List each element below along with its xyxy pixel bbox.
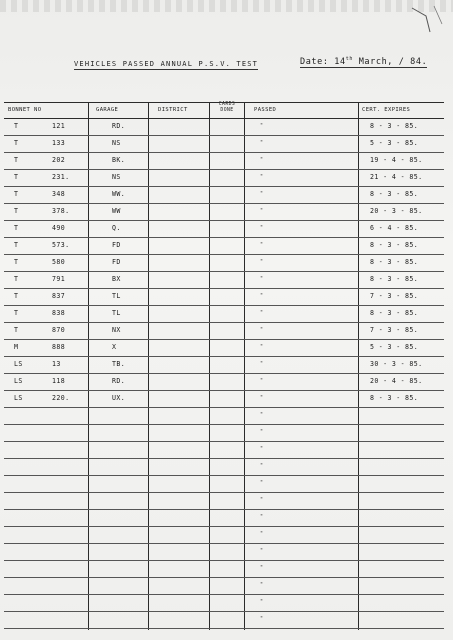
table-row-empty [4, 458, 444, 475]
table-row-empty [4, 577, 444, 594]
bonnet-number: 580 [52, 258, 66, 266]
row-divider [4, 628, 444, 629]
passed-mark: " [260, 310, 264, 316]
bonnet-number: 220. [52, 394, 70, 402]
column-header-cards: CARDS [218, 102, 236, 107]
passed-mark: " [260, 140, 264, 146]
cert-expiry-date: 20 - 3 - 85. [370, 207, 423, 215]
passed-mark: " [260, 293, 264, 299]
passed-mark: " [260, 208, 264, 214]
cert-expiry-date: 5 - 3 - 85. [370, 343, 419, 351]
bonnet-number: 870 [52, 326, 66, 334]
bonnet-number: 791 [52, 275, 66, 283]
cert-expiry-date: 7 - 3 - 85. [370, 326, 419, 334]
table-row-empty [4, 560, 444, 577]
table-row-empty [4, 594, 444, 611]
garage-code: RD. [112, 377, 126, 385]
passed-mark: " [260, 395, 264, 401]
table-row-empty [4, 526, 444, 543]
cert-expiry-date: 8 - 3 - 85. [370, 309, 419, 317]
garage-code: UX. [112, 394, 126, 402]
passed-mark: " [260, 548, 264, 554]
cert-expiry-date: 6 - 4 - 85. [370, 224, 419, 232]
bonnet-prefix: T [14, 292, 19, 300]
garage-code: NX [112, 326, 121, 334]
column-header-garage: GARAGE [96, 107, 119, 113]
passed-mark: " [260, 480, 264, 486]
passed-mark: " [260, 514, 264, 520]
garage-code: NS [112, 173, 121, 181]
bonnet-prefix: T [14, 241, 19, 249]
bonnet-number: 573. [52, 241, 70, 249]
passed-mark: " [260, 446, 264, 452]
bonnet-prefix: LS [14, 394, 23, 402]
bonnet-number: 490 [52, 224, 66, 232]
passed-mark: " [260, 429, 264, 435]
passed-mark: " [260, 497, 264, 503]
passed-mark: " [260, 361, 264, 367]
passed-mark: " [260, 616, 264, 622]
cert-expiry-date: 20 - 4 - 85. [370, 377, 423, 385]
passed-mark: " [260, 242, 264, 248]
table-row-empty [4, 407, 444, 424]
bonnet-prefix: LS [14, 360, 23, 368]
passed-mark: " [260, 344, 264, 350]
garage-code: FD [112, 258, 121, 266]
garage-code: WW [112, 207, 121, 215]
cert-expiry-date: 8 - 3 - 85. [370, 241, 419, 249]
column-header-district: DISTRICT [158, 107, 188, 113]
garage-code: WW. [112, 190, 126, 198]
bonnet-prefix: T [14, 173, 19, 181]
bonnet-number: 13 [52, 360, 61, 368]
bonnet-number: 231. [52, 173, 70, 181]
table-row-empty [4, 509, 444, 526]
table-row-empty [4, 424, 444, 441]
bonnet-number: 378. [52, 207, 70, 215]
garage-code: FD [112, 241, 121, 249]
passed-mark: " [260, 378, 264, 384]
row-divider [4, 102, 444, 103]
table-row-empty [4, 441, 444, 458]
bonnet-prefix: T [14, 224, 19, 232]
bonnet-prefix: T [14, 207, 19, 215]
garage-code: TB. [112, 360, 126, 368]
passed-mark: " [260, 412, 264, 418]
table-row-empty [4, 492, 444, 509]
bonnet-prefix: T [14, 139, 19, 147]
cert-expiry-date: 8 - 3 - 85. [370, 394, 419, 402]
document-title: VEHICLES PASSED ANNUAL P.S.V. TEST [74, 60, 259, 68]
bonnet-number: 121 [52, 122, 66, 130]
bonnet-prefix: T [14, 156, 19, 164]
bonnet-number: 118 [52, 377, 66, 385]
passed-mark: " [260, 123, 264, 129]
bonnet-number: 838 [52, 309, 66, 317]
garage-code: RD. [112, 122, 126, 130]
column-header-cards-done [212, 102, 242, 114]
garage-code: BK. [112, 156, 126, 164]
garage-code: TL [112, 292, 121, 300]
bonnet-number: 888 [52, 343, 66, 351]
garage-code: X [112, 343, 117, 351]
cert-expiry-date: 19 - 4 - 85. [370, 156, 423, 164]
cert-expiry-date: 30 - 3 - 85. [370, 360, 423, 368]
column-header-passed: PASSED [254, 107, 277, 113]
passed-mark: " [260, 565, 264, 571]
garage-code: BX [112, 275, 121, 283]
bonnet-prefix: T [14, 190, 19, 198]
bonnet-prefix: T [14, 309, 19, 317]
passed-mark: " [260, 531, 264, 537]
cert-expiry-date: 5 - 3 - 85. [370, 139, 419, 147]
column-header-cert-expires: CERT. EXPIRES [362, 107, 411, 113]
passed-mark: " [260, 225, 264, 231]
bonnet-prefix: T [14, 275, 19, 283]
bonnet-prefix: LS [14, 377, 23, 385]
passed-mark: " [260, 327, 264, 333]
passed-mark: " [260, 157, 264, 163]
garage-code: TL [112, 309, 121, 317]
passed-mark: " [260, 582, 264, 588]
document-date: Date: 14th March, / 84. [300, 56, 428, 67]
bonnet-number: 133 [52, 139, 66, 147]
bonnet-number: 837 [52, 292, 66, 300]
cert-expiry-date: 8 - 3 - 85. [370, 275, 419, 283]
passed-mark: " [260, 599, 264, 605]
column-header-done: DONE [220, 108, 234, 113]
bonnet-prefix: T [14, 326, 19, 334]
passed-mark: " [260, 463, 264, 469]
cert-expiry-date: 21 - 4 - 85. [370, 173, 423, 181]
passed-mark: " [260, 191, 264, 197]
bonnet-prefix: M [14, 343, 19, 351]
cert-expiry-date: 8 - 3 - 85. [370, 122, 419, 130]
passed-mark: " [260, 174, 264, 180]
cert-expiry-date: 8 - 3 - 85. [370, 190, 419, 198]
garage-code: NS [112, 139, 121, 147]
table-row-empty [4, 543, 444, 560]
passed-mark: " [260, 276, 264, 282]
table-row-empty [4, 611, 444, 628]
cert-expiry-date: 8 - 3 - 85. [370, 258, 419, 266]
bonnet-number: 202 [52, 156, 66, 164]
cert-expiry-date: 7 - 3 - 85. [370, 292, 419, 300]
garage-code: Q. [112, 224, 121, 232]
table-row-empty [4, 475, 444, 492]
bonnet-prefix: T [14, 122, 19, 130]
passed-mark: " [260, 259, 264, 265]
column-header-bonnet: BONNET NO [8, 107, 42, 113]
bonnet-number: 348 [52, 190, 66, 198]
bonnet-prefix: T [14, 258, 19, 266]
